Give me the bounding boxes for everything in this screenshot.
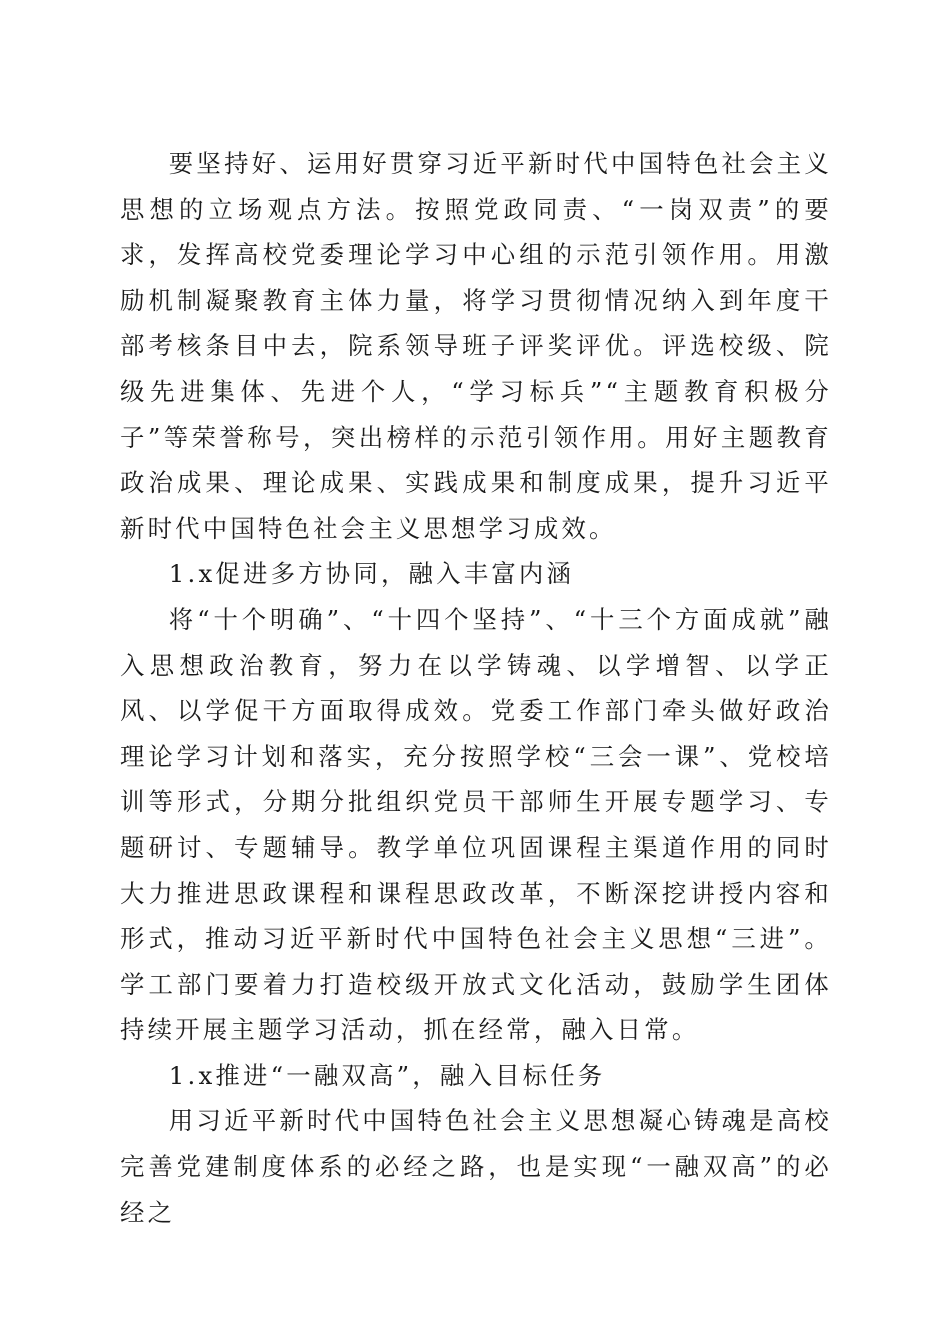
section-heading-multi-party-coordination: 1.x促进多方协同，融入丰富内涵 [168,559,575,589]
paragraph-party-building-system: 用习近平新时代中国特色社会主义思想凝心铸魂是高校完善党建制度体系的必经之路，也是实现“一融双高”的必经之 [120,1106,832,1227]
paragraph-ideological-education: 将“十个明确”、“十四个坚持”、“十三个方面成就”融入思想政治教育，努力在以学铸魂、以学增智、以学正风、以学促干方面取得成效。党委工作部门牵头做好政治理论学习计划和落实，充分按照学校“三会一课”、党校培训等形式，分期分批组织党员干部师生开展专题学习、专题研讨、专题辅导。教学单位巩固课程主渠道作用的同时大力推进思政课程和课程思政改革，不断深挖讲授内容和形式，推动习近平新时代中国特色社会主义思想“三进”。学工部门要着力打造校级开放式文化活动，鼓励学生团体持续开展主题学习活动，抓在经常，融入日常。 [120,604,832,1045]
document-body [120,141,832,1235]
section-heading-one-integration-two-highs: 1.x推进“一融双高”，融入目标任务 [168,1060,606,1090]
paragraph-leadership-role: 要坚持好、运用好贯穿习近平新时代中国特色社会主义思想的立场观点方法。按照党政同责、“一岗双责”的要求，发挥高校党委理论学习中心组的示范引领作用。用激励机制凝聚教育主体力量，将学习贯彻情况纳入到年度干部考核条目中去，院系领导班子评奖评优。评选校级、院级先进集体、先进个人，“学习标兵”“主题教育积极分子”等荣誉称号，突出榜样的示范引领作用。用好主题教育政治成果、理论成果、实践成果和制度成果，提升习近平新时代中国特色社会主义思想学习成效。 [120,149,832,543]
